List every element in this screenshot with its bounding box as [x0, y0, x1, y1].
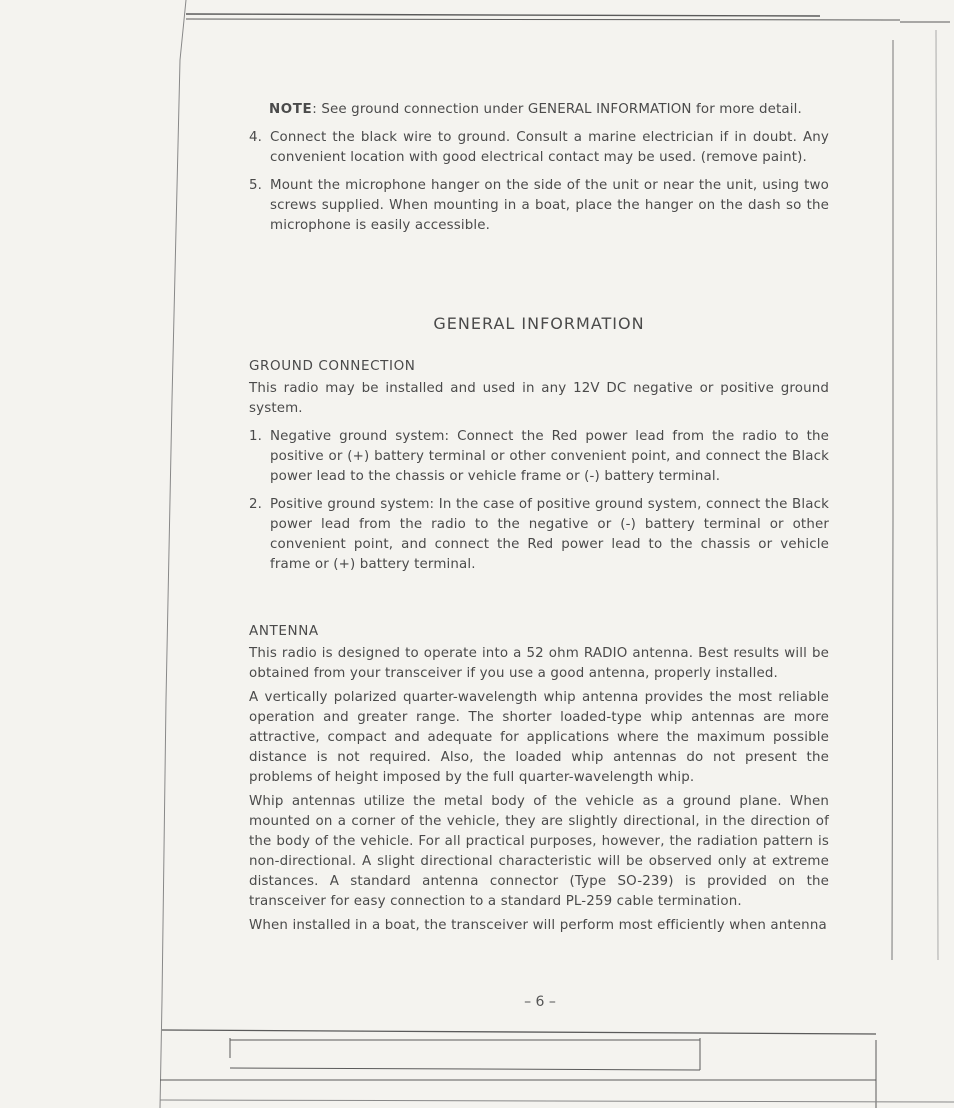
- step-text: Mount the microphone hanger on the side of the unit or near the unit, using two screws supplied. When mounting in a boat, place the hanger on the dash so the microphone is easily accessible.: [270, 178, 829, 233]
- ground-connection-intro: This radio may be installed and used in any 12V DC negative or positive ground system.: [249, 381, 829, 416]
- section-title: GENERAL INFORMATION: [433, 314, 645, 333]
- ground-item-text: Positive ground system: In the case of positive ground system, connect the Black power lead from the radio to the negative or (-) battery terminal or other convenient point, and connect the Red power lead to the chassis or vehicle frame or (+) battery terminal.: [270, 497, 829, 572]
- note-label: NOTE: [269, 102, 313, 117]
- ground-item: [249, 495, 829, 575]
- ground-item-number: 2.: [249, 497, 263, 512]
- note-text: : See ground connection under GENERAL INFORMATION for more detail.: [312, 102, 802, 117]
- antenna-paragraph: This radio is designed to operate into a 52 ohm RADIO antenna. Best results will be obtained from your transceiver if you use a good antenna, properly installed.: [249, 646, 829, 681]
- antenna-paragraph: A vertically polarized quarter-wavelength whip antenna provides the most reliable operation and greater range. The shorter loaded-type whip antennas are more attractive, compact and adequate for applications where the maximum possible distance is not required. Also, the loaded whip antennas do not present the problems of height imposed by the full quarter-wavelength whip.: [249, 690, 829, 785]
- page-number: – 6 –: [524, 994, 556, 1010]
- document-body: [249, 100, 829, 940]
- step-text: Connect the black wire to ground. Consult a marine electrician if in doubt. Any convenient location with good electrical contact may be used. (remove paint).: [270, 130, 829, 165]
- antenna-paragraph: Whip antennas utilize the metal body of the vehicle as a ground plane. When mounted on a corner of the vehicle, they are slightly directional, in the direction of the body of the vehicle. For all practical purposes, however, the radiation pattern is non-directional. A slight directional characteristic will be observed only at extreme distances. A standard antenna connector (Type SO-239) is provided on the transceiver for easy connection to a standard PL-259 cable termination.: [249, 794, 829, 909]
- ground-item: [249, 427, 829, 487]
- antenna-paragraph: When installed in a boat, the transceiver will perform most efficiently when antenna: [249, 918, 827, 933]
- step-number: 4.: [249, 130, 263, 145]
- step-item: [249, 176, 829, 236]
- antenna-heading: ANTENNA: [249, 623, 319, 639]
- ground-item-number: 1.: [249, 429, 263, 444]
- step-item: [249, 128, 829, 168]
- ground-item-text: Negative ground system: Connect the Red power lead from the radio to the positive or (+) battery terminal or other convenient point, and connect the Black power lead to the chassis or vehicle frame or (-) battery terminal.: [270, 429, 829, 484]
- step-number: 5.: [249, 178, 263, 193]
- ground-connection-heading: GROUND CONNECTION: [249, 358, 416, 374]
- note-paragraph: [269, 100, 829, 120]
